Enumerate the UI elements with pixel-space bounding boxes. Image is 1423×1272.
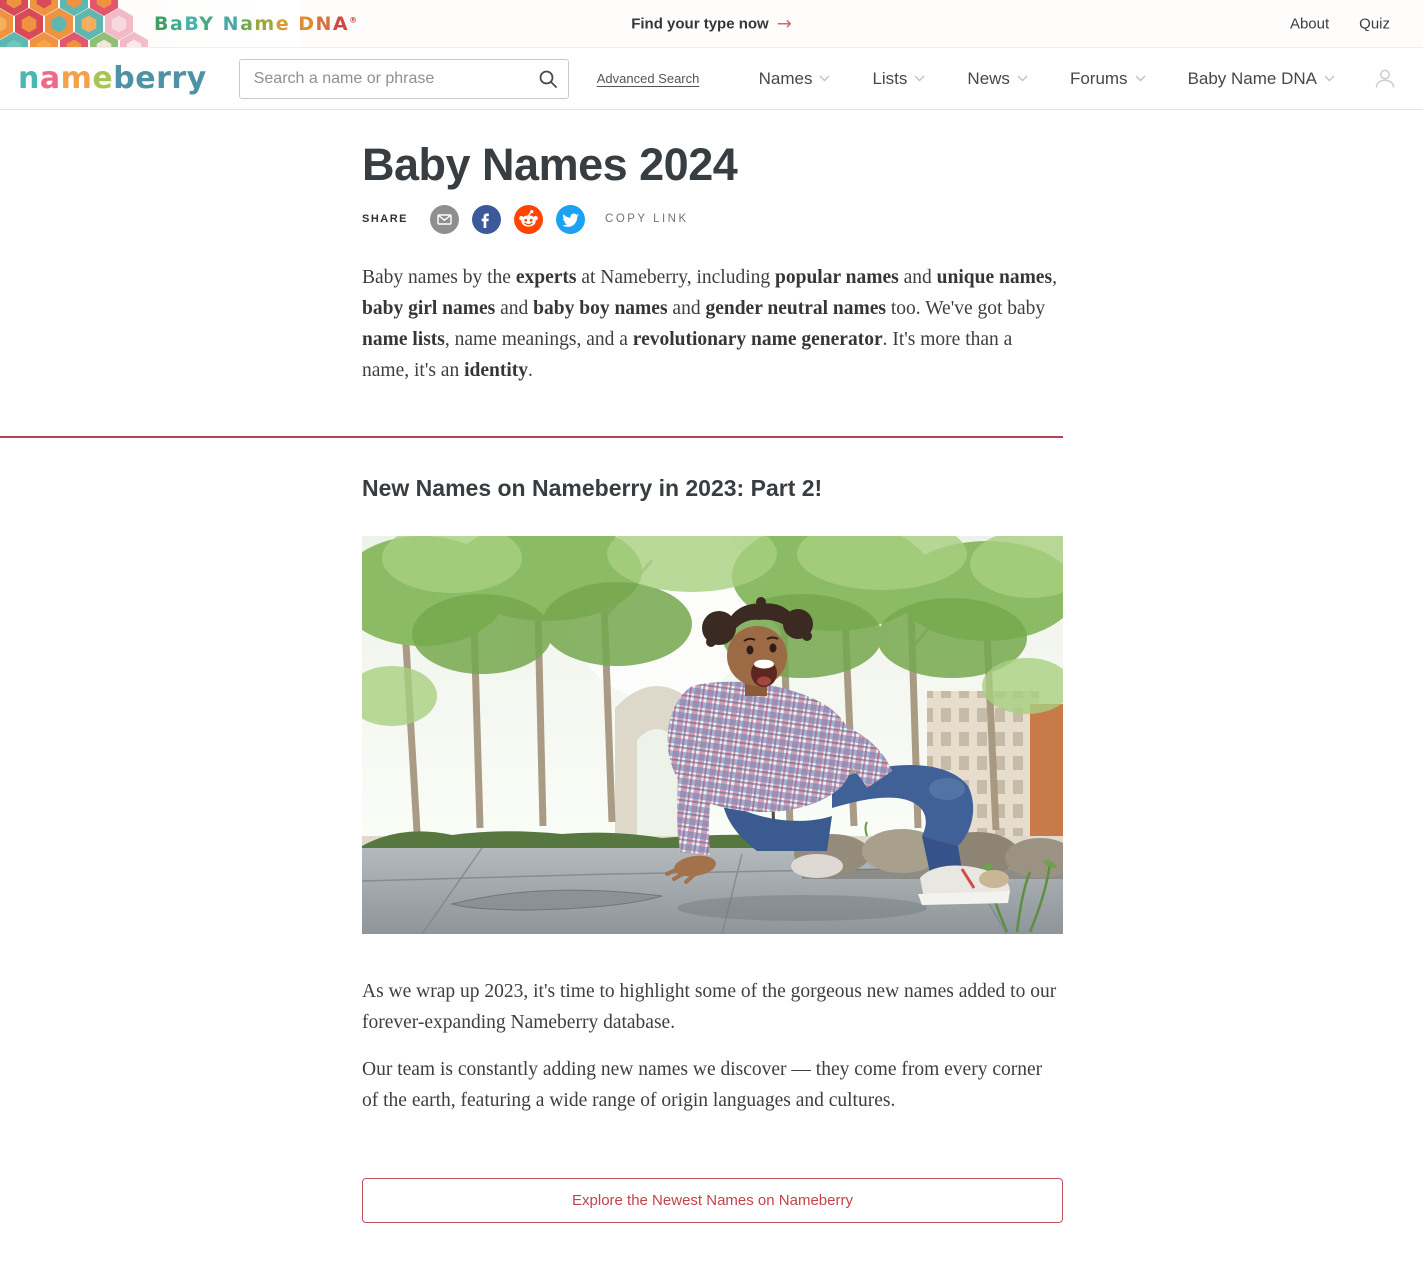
baby-name-dna-logo[interactable]: BaBY Name DNA® xyxy=(154,12,358,35)
share-twitter-button[interactable] xyxy=(556,205,585,234)
chevron-down-icon xyxy=(1324,75,1335,82)
reddit-icon xyxy=(514,205,543,234)
nav-label: Lists xyxy=(872,68,908,88)
banner-link-about[interactable]: About xyxy=(1289,15,1330,32)
chevron-down-icon xyxy=(1017,75,1028,82)
intro-paragraph: Baby names by the experts at Nameberry, including popular names and unique names, baby girl names and baby boy names and gender neutral names too. We've got baby name lists, name meanings, and a revolutionary name generator. It's more than a name, it's an identity. xyxy=(362,266,1057,381)
nav-item-baby-name-dna[interactable] xyxy=(1188,69,1335,89)
twitter-icon xyxy=(556,205,585,234)
nav-item-news[interactable] xyxy=(967,69,1028,89)
nav-item-forums[interactable] xyxy=(1070,69,1146,89)
article xyxy=(362,140,1063,1263)
account-icon[interactable] xyxy=(1373,67,1397,91)
main-nav xyxy=(759,69,1335,89)
email-icon xyxy=(430,205,459,234)
find-your-type-label: Find your type now xyxy=(631,15,769,32)
facebook-icon xyxy=(472,205,501,234)
page-title: Baby Names 2024 xyxy=(362,139,738,190)
nav-label: News xyxy=(967,68,1010,88)
nav-label: Names xyxy=(758,68,813,88)
share-reddit-button[interactable] xyxy=(514,205,543,234)
nav-item-names[interactable] xyxy=(759,69,831,89)
share-row xyxy=(362,205,1063,234)
search-icon[interactable] xyxy=(538,69,558,89)
banner-links xyxy=(1290,15,1390,32)
nav-label: Baby Name DNA xyxy=(1187,68,1317,88)
section-heading: New Names on Nameberry in 2023: Part 2! xyxy=(362,474,823,501)
share-facebook-button[interactable] xyxy=(472,205,501,234)
nameberry-logo[interactable]: nameberry xyxy=(18,61,207,96)
share-email-button[interactable] xyxy=(430,205,459,234)
share-label: SHARE xyxy=(362,213,409,225)
chevron-down-icon xyxy=(914,75,925,82)
find-your-type-cta[interactable] xyxy=(631,13,792,34)
article-paragraph: Our team is constantly adding new names we discover — they come from every corner of the earth, featuring a wide range of origin languages and cultures. xyxy=(362,1058,1043,1111)
site-header xyxy=(0,48,1423,110)
top-banner xyxy=(0,0,1423,48)
chevron-down-icon xyxy=(819,75,830,82)
chevron-down-icon xyxy=(1135,75,1146,82)
arrow-right-icon: → xyxy=(776,13,792,34)
article-photo xyxy=(362,536,1063,934)
nav-item-lists[interactable] xyxy=(872,69,925,89)
section-divider xyxy=(0,436,1063,438)
nav-label: Forums xyxy=(1069,68,1128,88)
search-box xyxy=(239,59,569,99)
search-input[interactable] xyxy=(239,59,569,99)
explore-newest-names-button[interactable]: Explore the Newest Names on Nameberry xyxy=(362,1178,1063,1223)
article-paragraph: As we wrap up 2023, it's time to highlight some of the gorgeous new names added to our forever-expanding Nameberry database. xyxy=(362,980,1057,1033)
copy-link-button[interactable]: COPY LINK xyxy=(605,213,689,225)
banner-link-quiz[interactable]: Quiz xyxy=(1359,15,1390,32)
advanced-search-link[interactable]: Advanced Search xyxy=(596,71,700,86)
